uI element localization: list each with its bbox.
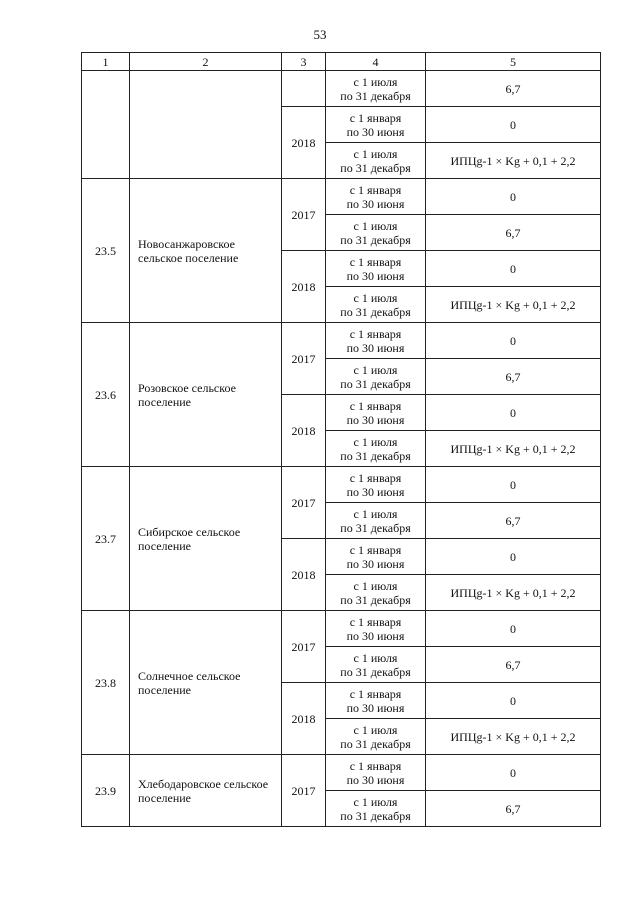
period-start: с 1 июля (353, 506, 398, 521)
period-start: с 1 июля (353, 290, 398, 305)
period-end: по 31 декабря (340, 88, 411, 103)
period-end: по 31 декабря (340, 448, 411, 463)
period-end: по 31 декабря (340, 808, 411, 823)
period-end: по 30 июня (346, 484, 405, 499)
period-end: по 30 июня (346, 124, 405, 139)
entry-name-cell: Солнечное сельское поселение (130, 611, 282, 755)
year-cell: 2017 (282, 467, 326, 539)
period-cell (326, 683, 426, 719)
period-cell (326, 647, 426, 683)
period-cell (326, 215, 426, 251)
period-start: с 1 июля (353, 146, 398, 161)
period-cell (326, 791, 426, 827)
period-cell (326, 107, 426, 143)
period-end: по 31 декабря (340, 160, 411, 175)
period-cell (326, 143, 426, 179)
year-cell: 2018 (282, 395, 326, 467)
period-start: с 1 января (349, 686, 402, 701)
period-start: с 1 июля (353, 794, 398, 809)
header-col-1: 1 (82, 53, 130, 71)
value-cell: 0 (426, 323, 601, 359)
table-row (82, 611, 601, 647)
value-cell: 0 (426, 683, 601, 719)
period-end: по 30 июня (346, 412, 405, 427)
period-end: по 31 декабря (340, 736, 411, 751)
value-cell: 0 (426, 107, 601, 143)
value-cell: 0 (426, 179, 601, 215)
entry-name-cell: Новосанжаровское сельское поселение (130, 179, 282, 323)
period-cell (326, 179, 426, 215)
period-start: с 1 января (349, 398, 402, 413)
value-cell: 6,7 (426, 359, 601, 395)
entry-name-cell (130, 71, 282, 179)
period-cell (326, 539, 426, 575)
period-cell (326, 359, 426, 395)
entry-number-cell: 23.9 (82, 755, 130, 827)
value-cell: 0 (426, 395, 601, 431)
period-end: по 31 декабря (340, 232, 411, 247)
period-cell (326, 719, 426, 755)
value-cell: ИПЦg-1 × Kg + 0,1 + 2,2 (426, 719, 601, 755)
period-cell (326, 575, 426, 611)
period-start: с 1 января (349, 758, 402, 773)
value-cell: 0 (426, 611, 601, 647)
period-start: с 1 января (349, 470, 402, 485)
header-col-2: 2 (130, 53, 282, 71)
year-cell (282, 71, 326, 107)
year-cell: 2018 (282, 539, 326, 611)
period-start: с 1 июля (353, 722, 398, 737)
value-cell: 6,7 (426, 791, 601, 827)
value-cell: 0 (426, 251, 601, 287)
period-start: с 1 июля (353, 434, 398, 449)
period-start: с 1 июля (353, 218, 398, 233)
period-start: с 1 июля (353, 578, 398, 593)
entry-number-cell: 23.7 (82, 467, 130, 611)
period-cell (326, 395, 426, 431)
year-cell: 2017 (282, 323, 326, 395)
period-end: по 30 июня (346, 772, 405, 787)
value-cell: 6,7 (426, 647, 601, 683)
year-cell: 2017 (282, 755, 326, 827)
table-row (82, 71, 601, 107)
value-cell: 0 (426, 539, 601, 575)
period-cell (326, 323, 426, 359)
year-cell: 2017 (282, 179, 326, 251)
year-cell: 2018 (282, 107, 326, 179)
period-end: по 30 июня (346, 700, 405, 715)
period-end: по 30 июня (346, 196, 405, 211)
year-cell: 2018 (282, 251, 326, 323)
period-cell (326, 467, 426, 503)
entry-name-cell: Сибирское сельское поселение (130, 467, 282, 611)
entry-number-cell: 23.6 (82, 323, 130, 467)
period-cell (326, 755, 426, 791)
period-end: по 30 июня (346, 340, 405, 355)
period-end: по 31 декабря (340, 592, 411, 607)
value-cell: ИПЦg-1 × Kg + 0,1 + 2,2 (426, 143, 601, 179)
period-end: по 31 декабря (340, 304, 411, 319)
period-start: с 1 января (349, 614, 402, 629)
period-start: с 1 июля (353, 362, 398, 377)
header-row (82, 53, 601, 71)
value-cell: ИПЦg-1 × Kg + 0,1 + 2,2 (426, 575, 601, 611)
year-cell: 2018 (282, 683, 326, 755)
period-end: по 30 июня (346, 268, 405, 283)
value-cell: 6,7 (426, 215, 601, 251)
header-col-3: 3 (282, 53, 326, 71)
period-start: с 1 июля (353, 74, 398, 89)
tariff-table (81, 52, 601, 827)
period-start: с 1 января (349, 542, 402, 557)
table-row (82, 323, 601, 359)
period-start: с 1 января (349, 254, 402, 269)
value-cell: 0 (426, 755, 601, 791)
period-start: с 1 января (349, 110, 402, 125)
period-cell (326, 287, 426, 323)
entry-name-cell: Розовское сельское поселение (130, 323, 282, 467)
entry-name-cell: Хлебодаровское сельское поселение (130, 755, 282, 827)
period-end: по 31 декабря (340, 520, 411, 535)
value-cell: ИПЦg-1 × Kg + 0,1 + 2,2 (426, 287, 601, 323)
entry-number-cell: 23.5 (82, 179, 130, 323)
table-row (82, 755, 601, 791)
value-cell: 6,7 (426, 71, 601, 107)
value-cell: ИПЦg-1 × Kg + 0,1 + 2,2 (426, 431, 601, 467)
period-end: по 31 декабря (340, 664, 411, 679)
period-start: с 1 января (349, 326, 402, 341)
header-col-5: 5 (426, 53, 601, 71)
entry-number-cell: 23.8 (82, 611, 130, 755)
year-cell: 2017 (282, 611, 326, 683)
value-cell: 0 (426, 467, 601, 503)
entry-number-cell (82, 71, 130, 179)
period-start: с 1 июля (353, 650, 398, 665)
period-end: по 30 июня (346, 628, 405, 643)
period-cell (326, 431, 426, 467)
header-col-4: 4 (326, 53, 426, 71)
period-cell (326, 503, 426, 539)
period-cell (326, 71, 426, 107)
period-end: по 30 июня (346, 556, 405, 571)
table-row (82, 179, 601, 215)
page-number: 53 (313, 27, 327, 42)
value-cell: 6,7 (426, 503, 601, 539)
period-cell (326, 611, 426, 647)
period-start: с 1 января (349, 182, 402, 197)
table-row (82, 467, 601, 503)
period-end: по 31 декабря (340, 376, 411, 391)
period-cell (326, 251, 426, 287)
